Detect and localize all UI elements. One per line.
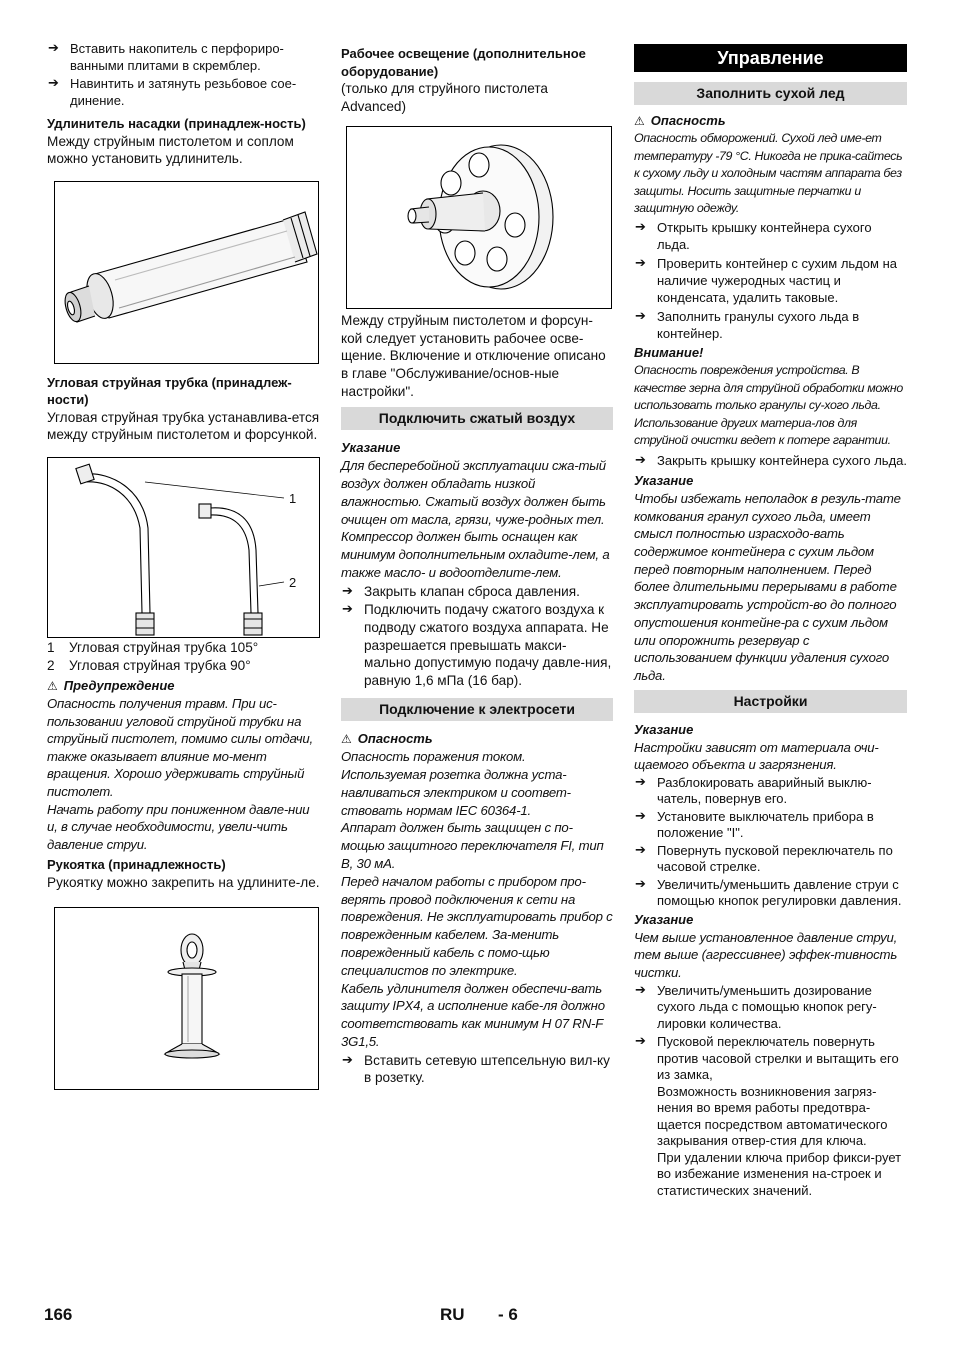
dry-ice-section-heading: Заполнить сухой лед (634, 82, 907, 105)
handle-text: Рукоятку можно закрепить на удлините-ле. (47, 874, 320, 890)
warning-triangle-icon: ⚠ (47, 679, 58, 694)
column-middle (341, 40, 613, 1087)
caution-heading: Внимание! (634, 344, 704, 360)
dry-ice-danger-text: Опасность обморожений. Сухой лед име-ет температуру -79 °C. Никогда не прика-сайтесь к сухому льду и холодным частям аппарата без защиты. Носить защитные перчатки и защитную одежду. (634, 131, 903, 216)
language-code: RU (440, 1305, 465, 1324)
step-insert-plug: ➔ Вставить сетевую штепсельную вил-ку в розетку. (341, 1052, 613, 1087)
power-text: Используемая розетка должна уста-навливаться электриком и соответ-ствовать нормам IEC 60364-1. (341, 767, 571, 818)
work-light-heading: Рабочее освещение (дополнительное оборудование) (341, 46, 586, 79)
warning-text: Начать работу при пониженном давле-нии и, в случае необходимости, увели-чить давление струи. (47, 801, 310, 852)
step-device-switch: ➔ Установите выключатель прибора в положение "I". (634, 809, 907, 842)
legend-item: 1 Угловая струйная трубка 105° (47, 639, 259, 655)
settings-note-text: Настройки зависят от материала очи-щаемого объекта и загрязнения. (634, 739, 879, 773)
power-text: Опасность поражения током. (341, 749, 526, 765)
operation-main-heading: Управление (634, 44, 907, 72)
step-adjust-pressure: ➔ Увеличить/уменьшить давление струи с помощью кнопок регулировки давления. (634, 877, 907, 910)
handle-heading: Рукоятка (принадлежность) (47, 857, 226, 873)
air-note-text: Для бесперебойной эксплуатации сжа-тый воздух должен обладать низкой влажностью. Сжатый воздух должен быть очищен от масла, грязи, чуже-родных тел. (341, 458, 606, 527)
key-info-text: Возможность возникновения загряз-нения во время работы предотвра-щается посредством автоматического закрывания отвер-стия для ключа. (657, 1083, 888, 1149)
key-info-text: При удалении ключа прибор фикси-рует во избежание изменения на-строек и статистических значений. (657, 1149, 902, 1198)
callout-2: 2 (289, 574, 297, 590)
step-close-valve: ➔ Закрыть клапан сброса давления. (341, 583, 613, 601)
step-connect-air: ➔ Подключить подачу сжатого воздуха к подводу сжатого воздуха аппарата. Не разрешается превышать макси-мально допустимую подачу давле-ния, равную 1,6 мПа (16 бар). (341, 601, 613, 689)
step-check-container: ➔ Проверить контейнер с сухим льдом на наличие чужеродных частиц и конденсата, удалить таковые. (634, 255, 907, 306)
warning-heading: ⚠ Предупреждение (47, 678, 175, 694)
step-insert-accumulator: ➔ Вставить накопитель с перфориро-ванными плитами в скремблер. (47, 40, 320, 74)
work-light-text: Между струйным пистолетом и форсун-кой следует установить рабочее осве-щение. Включение и отключение описано в главе "Обслуживание/основ-ные настройки". (341, 313, 606, 399)
dry-ice-note-text: Чтобы избежать неполадок в резуль-тате комкования гранул сухого льда, имеет смысл полностью израсходо-вать содержимое контейнера с сухим льдом перед повторным наполнением. Перед более длительными перерывами в работе эксплуатировать устройст-во до полного опустошения контейне-ра с сухим льдом или опорожнить резервуар с использованием функции удаления сухого льда. (634, 490, 901, 683)
step-close-lid: ➔ Закрыть крышку контейнера сухого льда. (634, 452, 907, 469)
angle-tube-text: Угловая струйная трубка устанавлива-ется между струйным пистолетом и форсункой. (47, 409, 320, 443)
angle-tube-figure (47, 457, 320, 638)
note-heading: Указание (634, 721, 694, 737)
note-heading: Указание (634, 911, 694, 927)
step-unlock-emergency: ➔ Разблокировать аварийный выклю-чатель, повернув его. (634, 775, 907, 808)
step-screw-connection: ➔ Навинтить и затянуть резьбовое сое-динение. (47, 75, 320, 109)
work-light-subtitle: (только для струйного пистолета Advanced) (341, 81, 548, 114)
step-remove-key: ➔ Пусковой переключатель повернуть против часовой стрелки и вытащить его из замка, (634, 1034, 907, 1084)
warning-text: Опасность получения травм. При ис-пользовании угловой струйной трубки на струйный пистолет, помимо силы отдачи, также оказывает влияние мо-мент вращения. Хорошо удерживать струйный пистолет. (47, 696, 313, 800)
legend-item: 2 Угловая струйная трубка 90° (47, 658, 251, 674)
note-heading: Указание (634, 472, 694, 488)
nozzle-extension-figure (54, 181, 319, 364)
power-text: Перед началом работы с прибором про-верять провод подключения к сети на повреждения. Не эксплуатировать прибор с поврежденным кабелем. За-менить поврежденный кабель с помо-щью специалистов по электрике. (341, 873, 613, 978)
caution-text: Опасность повреждения устройства. В качестве зерна для струйной обработки можно использовать только гранулы су-хого льда. Использование других материа-лов для струйной очистки ведет к потере гарантии. (634, 362, 903, 448)
handle-figure (54, 907, 319, 1090)
step-fill-pellets: ➔ Заполнить гранулы сухого льда в контейнер. (634, 308, 907, 342)
power-section-heading: Подключение к электросети (341, 698, 613, 721)
note-heading: Указание (341, 440, 401, 456)
power-text: Аппарат должен быть защищен с по-мощью защитного переключателя FI, тип B, 30 мА. (341, 820, 604, 872)
section-page-number: - 6 (498, 1305, 518, 1324)
column-left (47, 40, 320, 1090)
step-turn-start-switch: ➔ Повернуть пусковой переключатель по часовой стрелке. (634, 843, 907, 876)
warning-triangle-icon: ⚠ (634, 114, 645, 128)
page-number: 166 (44, 1305, 73, 1324)
work-light-figure (346, 126, 612, 309)
nozzle-extension-text: Между струйным пистолетом и соплом можно установить удлинитель. (47, 133, 294, 167)
settings-section-heading: Настройки (634, 690, 907, 713)
nozzle-extension-heading: Удлинитель насадки (принадлеж-ность) (47, 116, 306, 131)
power-text: Кабель удлинителя должен обеспечи-вать защиту IPX4, а исполнение кабе-ля должно соответствовать как минимум H 07 RN-F 3G1,5. (341, 980, 605, 1050)
angle-tube-heading: Угловая струйная трубка (принадлеж-ности) (47, 374, 292, 408)
pressure-note-text: Чем выше установленное давление струи, тем выше (агрессивнее) эффек-тивность чистки. (634, 929, 898, 981)
air-note-text: Компрессор должен быть оснащен как минимум дополнительным охладите-лем, а также масло- и водоотделите-лем. (341, 529, 610, 580)
danger-heading: ⚠ Опасность (341, 731, 433, 747)
step-open-lid: ➔ Открыть крышку контейнера сухого льда. (634, 219, 907, 253)
step-adjust-dosing: ➔ Увеличить/уменьшить дозирование сухого льда с помощью кнопок регу-лировки количества. (634, 983, 907, 1033)
compressed-air-section-heading: Подключить сжатый воздух (341, 407, 613, 430)
column-right (634, 40, 907, 1199)
warning-triangle-icon: ⚠ (341, 732, 352, 747)
danger-heading: ⚠ Опасность (634, 113, 726, 128)
callout-1: 1 (289, 490, 297, 506)
